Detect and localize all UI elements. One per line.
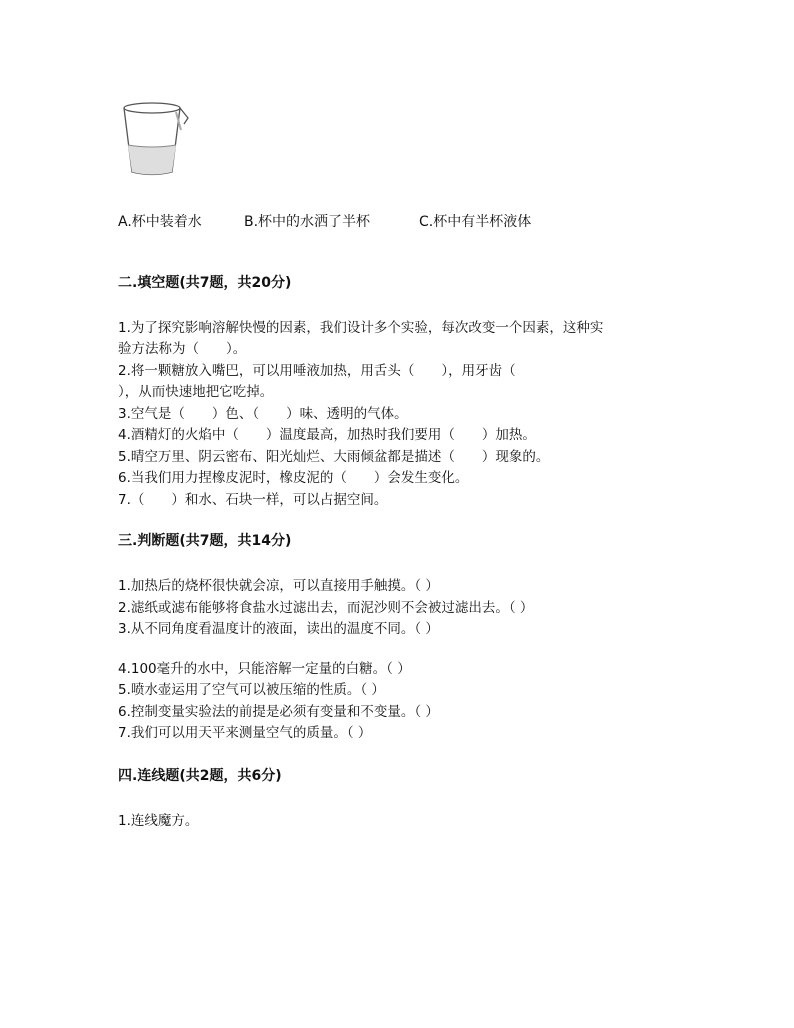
cup-image (118, 100, 194, 178)
section-title-fill-blank: 二.填空题(共7题，共20分) (118, 275, 292, 291)
true-false-q2: 2.滤纸或滤布能够将食盐水过滤出去，而泥沙则不会被过滤出去。（ ） (118, 600, 534, 616)
fill-blank-q5: 5.晴空万里、阴云密布、阳光灿烂、大雨倾盆都是描述（ ）现象的。 (118, 449, 550, 465)
fill-blank-q2-line1: 2.将一颗糖放入嘴巴，可以用唾液加热，用舌头（ ），用牙齿（ (118, 363, 516, 379)
fill-blank-q7: 7.（ ）和水、石块一样，可以占据空间。 (118, 492, 388, 508)
fill-blank-q4: 4.酒精灯的火焰中（ ）温度最高，加热时我们要用（ ）加热。 (118, 427, 536, 443)
fill-blank-q6: 6.当我们用力捏橡皮泥时，橡皮泥的（ ）会发生变化。 (118, 470, 469, 486)
fill-blank-q1-line1: 1.为了探究影响溶解快慢的因素，我们设计多个实验，每次改变一个因素，这种实 (118, 320, 604, 336)
true-false-q5: 5.喷水壶运用了空气可以被压缩的性质。（ ） (118, 682, 385, 698)
option-b: B.杯中的水洒了半杯 (244, 214, 371, 230)
true-false-q1: 1.加热后的烧杯很快就会凉，可以直接用手触摸。（ ） (118, 578, 439, 594)
fill-blank-q2-line2: ），从而快速地把它吃掉。 (118, 384, 274, 400)
fill-blank-q1-line2: 验方法称为（ ）。 (118, 341, 247, 357)
true-false-q7: 7.我们可以用天平来测量空气的质量。（ ） (118, 725, 372, 741)
option-a: A.杯中装着水 (118, 214, 202, 230)
section-title-matching: 四.连线题(共2题，共6分) (118, 768, 282, 784)
true-false-q3: 3.从不同角度看温度计的液面，读出的温度不同。（ ） (118, 621, 439, 637)
fill-blank-q3: 3.空气是（ ）色、（ ）味、透明的气体。 (118, 406, 408, 422)
true-false-q6: 6.控制变量实验法的前提是必须有变量和不变量。（ ） (118, 704, 439, 720)
matching-q1: 1.连线魔方。 (118, 813, 199, 829)
true-false-q4: 4.100毫升的水中，只能溶解一定量的白糖。（ ） (118, 661, 411, 677)
option-c: C.杯中有半杯液体 (419, 214, 532, 230)
section-title-true-false: 三.判断题(共7题，共14分) (118, 533, 292, 549)
